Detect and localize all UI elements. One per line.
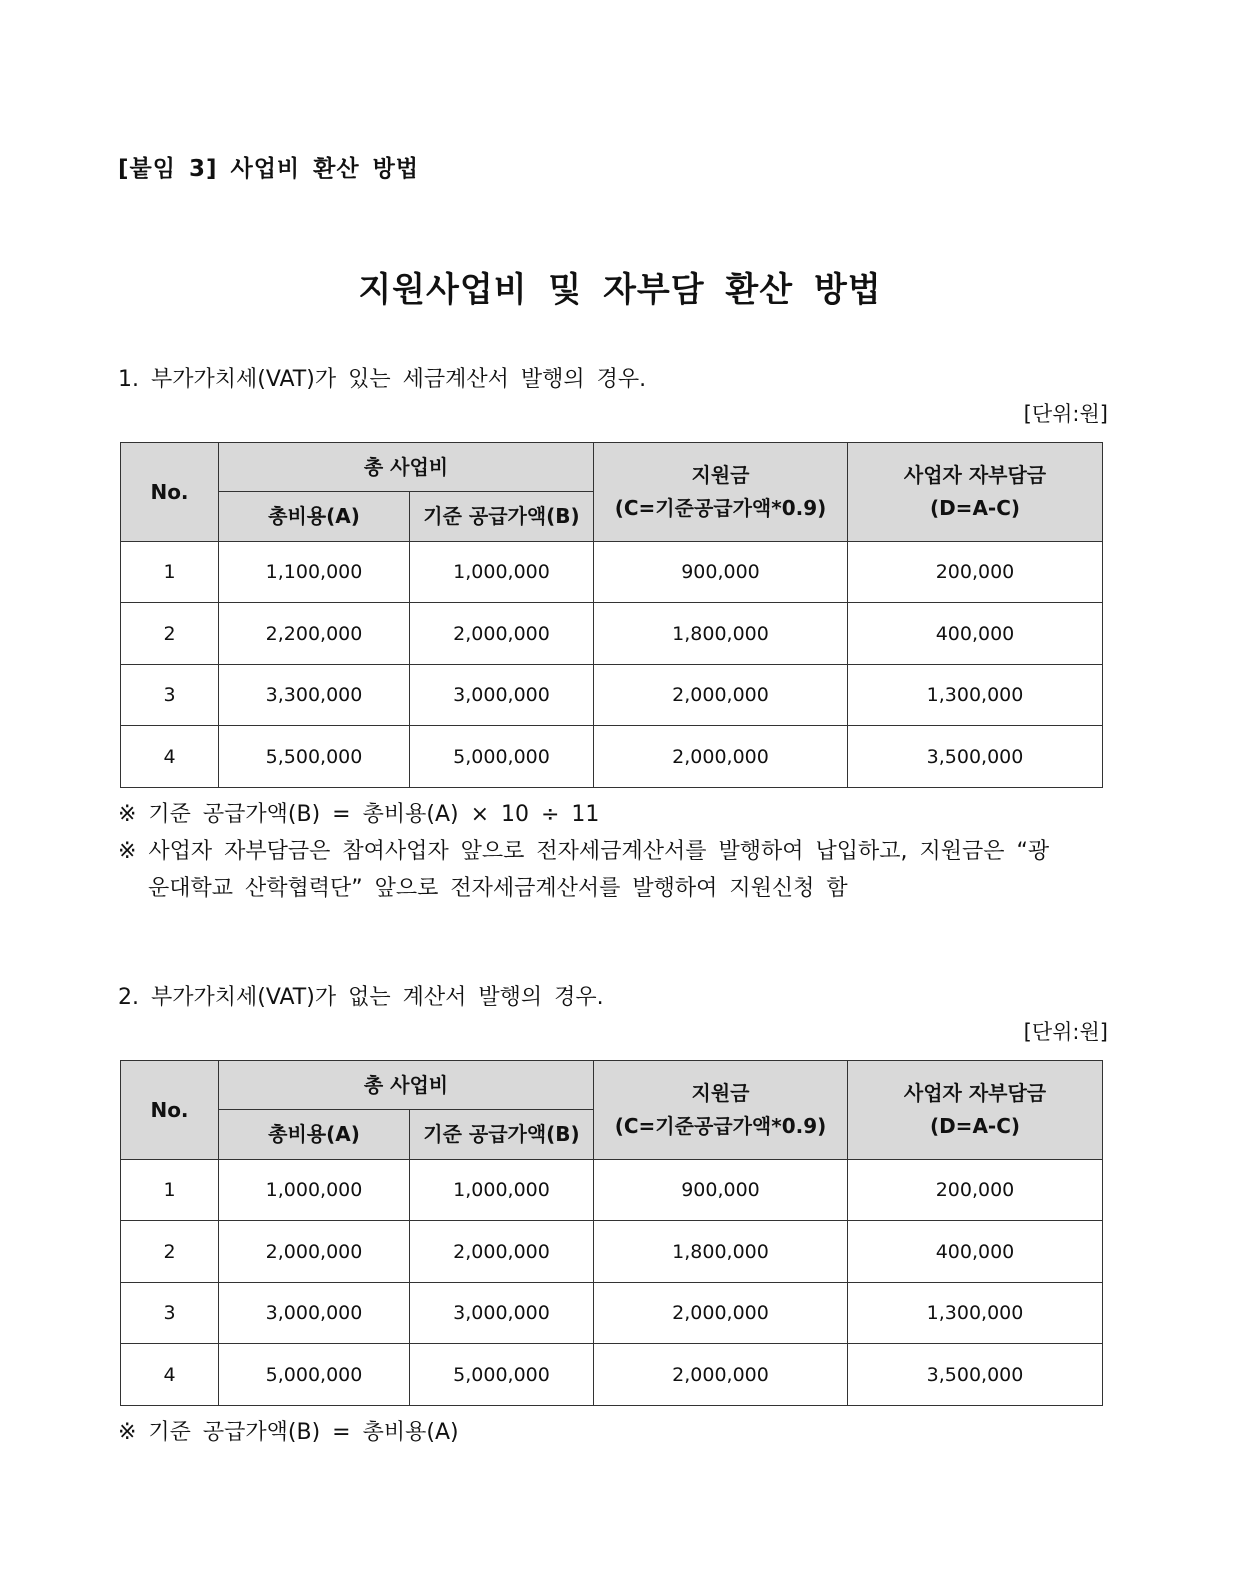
header-support-amount <box>594 1061 848 1160</box>
cell-self-burden: 3,500,000 <box>848 726 1103 788</box>
header-no: No. <box>121 1061 219 1160</box>
header-support-formula: (C=기준공급가액*0.9) <box>614 496 827 520</box>
cell-no: 1 <box>121 542 219 603</box>
header-support-label: 지원금 <box>691 1081 750 1105</box>
header-total-cost-a: 총비용(A) <box>219 1110 410 1160</box>
cell-support: 1,800,000 <box>594 603 848 665</box>
cell-total-cost: 1,000,000 <box>219 1160 410 1221</box>
header-no: No. <box>121 443 219 542</box>
attachment-title: [붙임 3] 사업비 환산 방법 <box>118 156 420 182</box>
section1-table <box>120 442 1103 788</box>
section1-note-payment-line2: 운대학교 산학협력단” 앞으로 전자세금계산서를 발행하여 지원신청 함 <box>148 876 848 901</box>
cell-no: 2 <box>121 1221 219 1283</box>
cell-no: 3 <box>121 665 219 726</box>
cell-base-supply: 3,000,000 <box>410 665 594 726</box>
cell-base-supply: 1,000,000 <box>410 1160 594 1221</box>
table-row <box>121 1344 1103 1406</box>
cell-total-cost: 3,300,000 <box>219 665 410 726</box>
section1-heading: 1. 부가가치세(VAT)가 있는 세금계산서 발행의 경우. <box>118 367 647 392</box>
section1-note-formula: ※ 기준 공급가액(B) = 총비용(A) × 10 ÷ 11 <box>118 802 600 827</box>
table-row <box>121 726 1103 788</box>
header-total-cost: 총 사업비 <box>219 1061 594 1110</box>
table-header-row <box>121 443 1103 492</box>
header-self-burden <box>848 443 1103 542</box>
header-support-label: 지원금 <box>691 463 750 487</box>
cell-support: 2,000,000 <box>594 665 848 726</box>
cell-total-cost: 1,100,000 <box>219 542 410 603</box>
cell-no: 1 <box>121 1160 219 1221</box>
cell-self-burden: 1,300,000 <box>848 1283 1103 1344</box>
cell-base-supply: 5,000,000 <box>410 1344 594 1406</box>
cell-total-cost: 2,200,000 <box>219 603 410 665</box>
document-title: 지원사업비 및 자부담 환산 방법 <box>358 270 882 310</box>
cell-support: 2,000,000 <box>594 1344 848 1406</box>
table-row <box>121 603 1103 665</box>
cell-no: 2 <box>121 603 219 665</box>
header-support-amount <box>594 443 848 542</box>
header-total-cost-a: 총비용(A) <box>219 492 410 542</box>
section1-note-payment <box>118 833 1108 907</box>
cell-no: 3 <box>121 1283 219 1344</box>
cell-self-burden: 3,500,000 <box>848 1344 1103 1406</box>
cell-support: 2,000,000 <box>594 1283 848 1344</box>
cell-base-supply: 2,000,000 <box>410 1221 594 1283</box>
section2-heading: 2. 부가가치세(VAT)가 없는 계산서 발행의 경우. <box>118 985 604 1010</box>
cell-total-cost: 5,000,000 <box>219 1344 410 1406</box>
cell-self-burden: 200,000 <box>848 1160 1103 1221</box>
cell-support: 900,000 <box>594 1160 848 1221</box>
header-base-supply-b: 기준 공급가액(B) <box>410 492 594 542</box>
cell-base-supply: 5,000,000 <box>410 726 594 788</box>
header-self-burden-formula: (D=A-C) <box>929 1114 1021 1138</box>
section1-note-payment-line1: ※ 사업자 자부담금은 참여사업자 앞으로 전자세금계산서를 발행하여 납입하고, 지원금은 “광 <box>118 839 1050 864</box>
cell-self-burden: 200,000 <box>848 542 1103 603</box>
section1-unit-label: [단위:원] <box>1023 402 1108 426</box>
section2-unit-label: [단위:원] <box>1023 1020 1108 1044</box>
header-self-burden-label: 사업자 자부담금 <box>903 1081 1047 1105</box>
header-self-burden-formula: (D=A-C) <box>929 496 1021 520</box>
cell-self-burden: 1,300,000 <box>848 665 1103 726</box>
table-header-row <box>121 1061 1103 1110</box>
cell-self-burden: 400,000 <box>848 603 1103 665</box>
cell-total-cost: 3,000,000 <box>219 1283 410 1344</box>
cell-no: 4 <box>121 726 219 788</box>
cell-self-burden: 400,000 <box>848 1221 1103 1283</box>
header-support-formula: (C=기준공급가액*0.9) <box>614 1114 827 1138</box>
table-row <box>121 665 1103 726</box>
table-row <box>121 542 1103 603</box>
section2-table <box>120 1060 1103 1406</box>
header-base-supply-b: 기준 공급가액(B) <box>410 1110 594 1160</box>
cell-support: 2,000,000 <box>594 726 848 788</box>
table-row <box>121 1160 1103 1221</box>
cell-total-cost: 5,500,000 <box>219 726 410 788</box>
cell-base-supply: 2,000,000 <box>410 603 594 665</box>
table-row <box>121 1283 1103 1344</box>
cell-base-supply: 3,000,000 <box>410 1283 594 1344</box>
cell-base-supply: 1,000,000 <box>410 542 594 603</box>
header-self-burden-label: 사업자 자부담금 <box>903 463 1047 487</box>
cell-support: 1,800,000 <box>594 1221 848 1283</box>
cell-support: 900,000 <box>594 542 848 603</box>
header-self-burden <box>848 1061 1103 1160</box>
cell-total-cost: 2,000,000 <box>219 1221 410 1283</box>
header-total-cost: 총 사업비 <box>219 443 594 492</box>
cell-no: 4 <box>121 1344 219 1406</box>
table-row <box>121 1221 1103 1283</box>
section2-note-formula: ※ 기준 공급가액(B) = 총비용(A) <box>118 1420 459 1445</box>
